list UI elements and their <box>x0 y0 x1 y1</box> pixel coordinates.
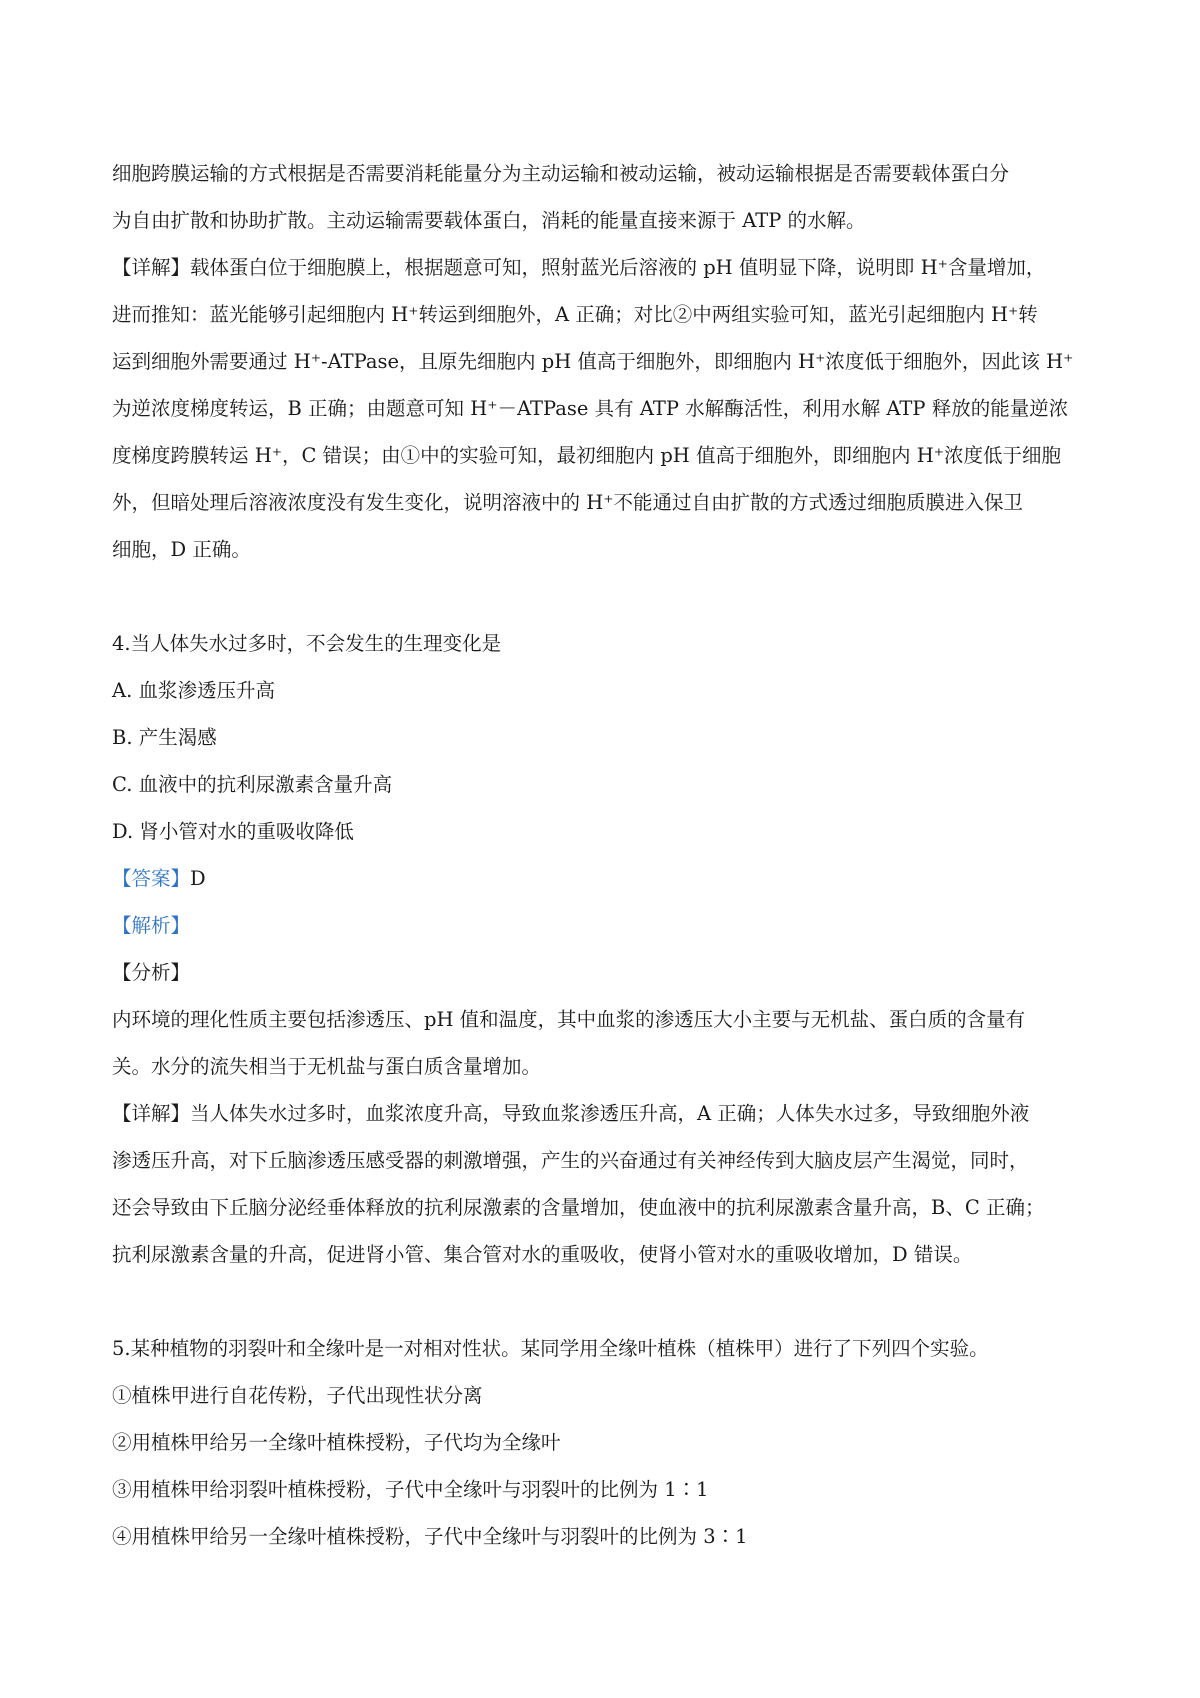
q4-option-c: C. 血液中的抗利尿激素含量升高 <box>112 773 393 796</box>
q3-detail-line: 为逆浓度梯度转运，B 正确；由题意可知 H⁺－ATPase 具有 ATP 水解酶活性，利用水解 ATP 释放的能量逆浓 <box>112 397 1069 420</box>
q4-option-a: A. 血浆渗透压升高 <box>112 679 275 702</box>
q5-stem: 5.某种植物的羽裂叶和全缘叶是一对相对性状。某同学用全缘叶植株（植株甲）进行了下列四个实验。 <box>112 1337 989 1360</box>
q4-analysis-tag: 【分析】 <box>112 961 191 984</box>
section-spacer <box>112 573 1102 620</box>
page-content <box>112 150 1102 1560</box>
q4-detail-line: 抗利尿激素含量的升高，促进肾小管、集合管对水的重吸收，使肾小管对水的重吸收增加，D 错误。 <box>112 1243 973 1266</box>
answer-tag: 【答案】 <box>112 867 191 890</box>
q3-detail-line: 【详解】载体蛋白位于细胞膜上，根据题意可知，照射蓝光后溶液的 pH 值明显下降，说明即 H⁺含量增加， <box>112 256 1046 279</box>
q3-detail-line: 运到细胞外需要通过 H⁺-ATPase，且原先细胞内 pH 值高于细胞外，即细胞内 H⁺浓度低于细胞外，因此该 H⁺ <box>112 350 1074 373</box>
q3-detail-line: 细胞，D 正确。 <box>112 538 251 561</box>
q4-detail-line: 还会导致由下丘脑分泌经垂体释放的抗利尿激素的含量增加，使血液中的抗利尿激素含量升高，B、C 正确； <box>112 1196 1045 1219</box>
q4-stem: 4.当人体失水过多时，不会发生的生理变化是 <box>112 632 502 655</box>
q4-answer <box>112 855 1102 902</box>
q5-item-4: ④用植株甲给另一全缘叶植株授粉，子代中全缘叶与羽裂叶的比例为 3∶1 <box>112 1525 748 1548</box>
q3-detail-line: 进而推知：蓝光能够引起细胞内 H⁺转运到细胞外，A 正确；对比②中两组实验可知，蓝光引起细胞内 H⁺转 <box>112 303 1038 326</box>
section-spacer <box>112 1278 1102 1325</box>
q4-option-b: B. 产生渴感 <box>112 726 217 749</box>
q3-detail-line: 度梯度跨膜转运 H⁺，C 错误；由①中的实验可知，最初细胞内 pH 值高于细胞外，即细胞内 H⁺浓度低于细胞 <box>112 444 1061 467</box>
q4-explain-tag: 【解析】 <box>112 914 191 937</box>
q5-item-3: ③用植株甲给羽裂叶植株授粉，子代中全缘叶与羽裂叶的比例为 1∶1 <box>112 1478 709 1501</box>
q4-analysis-line: 关。水分的流失相当于无机盐与蛋白质含量增加。 <box>112 1055 542 1078</box>
q5-item-2: ②用植株甲给另一全缘叶植株授粉，子代均为全缘叶 <box>112 1431 561 1454</box>
q4-detail-line: 【详解】当人体失水过多时，血浆浓度升高，导致血浆渗透压升高，A 正确；人体失水过多，导致细胞外液 <box>112 1102 1030 1125</box>
answer-value: D <box>190 867 206 890</box>
q4-detail-line: 渗透压升高，对下丘脑渗透压感受器的刺激增强，产生的兴奋通过有关神经传到大脑皮层产生渴觉，同时， <box>112 1149 1029 1172</box>
q3-analysis-line: 为自由扩散和协助扩散。主动运输需要载体蛋白，消耗的能量直接来源于 ATP 的水解。 <box>112 209 866 232</box>
q5-item-1: ①植株甲进行自花传粉，子代出现性状分离 <box>112 1384 483 1407</box>
q4-analysis-line: 内环境的理化性质主要包括渗透压、pH 值和温度，其中血浆的渗透压大小主要与无机盐、蛋白质的含量有 <box>112 1008 1026 1031</box>
q3-detail-line: 外，但暗处理后溶液浓度没有发生变化，说明溶液中的 H⁺不能通过自由扩散的方式透过细胞质膜进入保卫 <box>112 491 1023 514</box>
q4-option-d: D. 肾小管对水的重吸收降低 <box>112 820 354 843</box>
q3-analysis-line: 细胞跨膜运输的方式根据是否需要消耗能量分为主动运输和被动运输，被动运输根据是否需要载体蛋白分 <box>112 162 1010 185</box>
